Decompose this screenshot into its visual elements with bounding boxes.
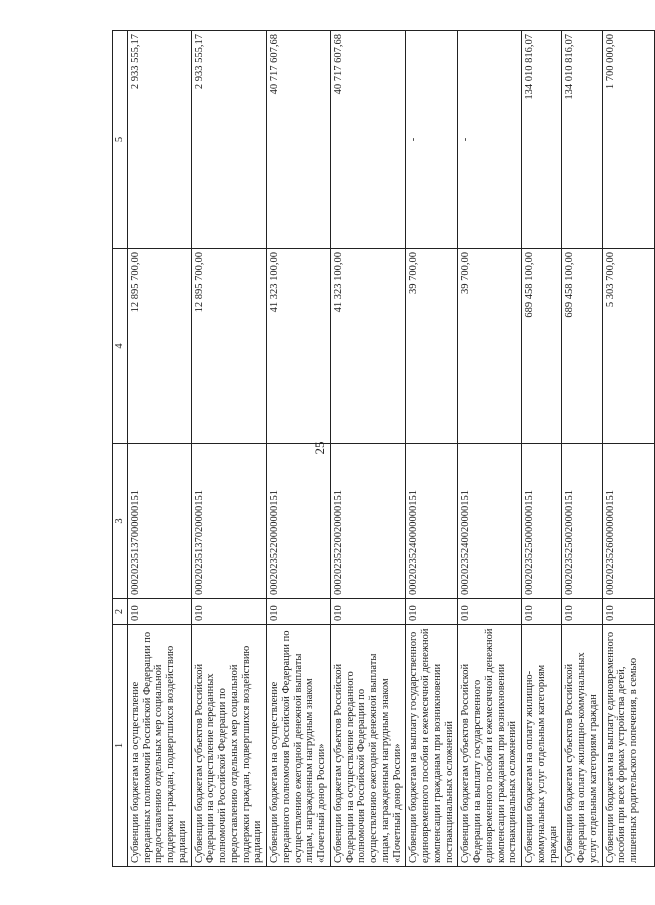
planned-amount-cell: 41 323 100,00 (267, 249, 331, 444)
column-number-3: 3 (113, 444, 128, 599)
name-cell: Субвенции бюджетам на выплату государственного единовременного пособия и ежемесячной денежной компенсации гражданам при возникновении поствакцинальных осложнений (406, 625, 458, 867)
admin-code-cell: 010 (191, 599, 267, 625)
budget-code-cell: 00020235250000000151 (522, 444, 562, 599)
admin-code-cell: 010 (602, 599, 654, 625)
column-number-1: 1 (113, 625, 128, 867)
planned-amount-cell: 39 700,00 (406, 249, 458, 444)
name-cell: Субвенции бюджетам субъектов Российской Федерации на оплату жилищно-коммунальных услуг отдельным категориям граждан (562, 625, 602, 867)
executed-amount-cell: - (406, 31, 458, 249)
table-frame (112, 31, 639, 867)
budget-code-cell: 00020235137020000151 (191, 444, 267, 599)
planned-amount-cell: 689 458 100,00 (562, 249, 602, 444)
budget-code-cell: 00020235240020000151 (458, 444, 522, 599)
executed-amount-cell: 2 933 555,17 (191, 31, 267, 249)
executed-amount-cell: 40 717 607,68 (330, 31, 406, 249)
name-cell: Субвенции бюджетам субъектов Российской Федерации на осуществление переданного полномочия Российской Федерации по осуществлению ежегодной денежной выплаты лицам, награжденным нагрудным знаком «Почетный донор России» (330, 625, 406, 867)
budget-code-cell: 00020235260000000151 (602, 444, 654, 599)
table-row (267, 31, 331, 867)
admin-code-cell: 010 (458, 599, 522, 625)
budget-code-cell: 00020235220000000151 (267, 444, 331, 599)
name-cell: Субвенции бюджетам на оплату жилищно-коммунальных услуг отдельным категориям граждан (522, 625, 562, 867)
name-cell: Субвенции бюджетам на выплату единовременного пособия при всех формах устройства детей, лишенных родительского попечения, в семью (602, 625, 654, 867)
planned-amount-cell: 12 895 700,00 (127, 249, 191, 444)
table-header-row (113, 31, 128, 867)
budget-code-cell: 00020235240000000151 (406, 444, 458, 599)
table-row (127, 31, 191, 867)
table-row (406, 31, 458, 867)
table-row (522, 31, 562, 867)
executed-amount-cell: 134 010 816,07 (562, 31, 602, 249)
table-row (562, 31, 602, 867)
executed-amount-cell: 40 717 607,68 (267, 31, 331, 249)
planned-amount-cell: 12 895 700,00 (191, 249, 267, 444)
name-cell: Субвенции бюджетам субъектов Российской Федерации на выплату государственного единовременного пособия и ежемесячной денежной компенсации гражданам при возникновении поствакцинальных осложнений (458, 625, 522, 867)
table-row (458, 31, 522, 867)
executed-amount-cell: - (458, 31, 522, 249)
admin-code-cell: 010 (406, 599, 458, 625)
admin-code-cell: 010 (127, 599, 191, 625)
name-cell: Субвенции бюджетам субъектов Российской Федерации на осуществление переданных полномочий Российской Федерации по предоставлению отдельных мер социальной поддержки граждан, подвергшихся воздействию радиации (191, 625, 267, 867)
planned-amount-cell: 41 323 100,00 (330, 249, 406, 444)
planned-amount-cell: 689 458 100,00 (522, 249, 562, 444)
admin-code-cell: 010 (267, 599, 331, 625)
budget-code-cell: 00020235220020000151 (330, 444, 406, 599)
column-number-2: 2 (113, 599, 128, 625)
budget-code-cell: 00020235250020000151 (562, 444, 602, 599)
admin-code-cell: 010 (522, 599, 562, 625)
page-number: 25 (312, 441, 327, 455)
executed-amount-cell: 134 010 816,07 (522, 31, 562, 249)
name-cell: Субвенции бюджетам на осуществление переданного полномочия Российской Федерации по осуществлению ежегодной денежной выплаты лицам, награжденным нагрудным знаком «Почетный донор России» (267, 625, 331, 867)
table-row (602, 31, 654, 867)
admin-code-cell: 010 (562, 599, 602, 625)
executed-amount-cell: 1 700 000,00 (602, 31, 654, 249)
subventions-table (112, 30, 655, 867)
planned-amount-cell: 5 303 700,00 (602, 249, 654, 444)
column-number-4: 4 (113, 249, 128, 444)
budget-code-cell: 00020235137000000151 (127, 444, 191, 599)
executed-amount-cell: 2 933 555,17 (127, 31, 191, 249)
admin-code-cell: 010 (330, 599, 406, 625)
column-number-5: 5 (113, 31, 128, 249)
table-row (191, 31, 267, 867)
table-row (330, 31, 406, 867)
name-cell: Субвенции бюджетам на осуществление переданных полномочий Российской Федерации по предоставлению отдельных мер социальной поддержки граждан, подвергшихся воздействию радиации (127, 625, 191, 867)
planned-amount-cell: 39 700,00 (458, 249, 522, 444)
